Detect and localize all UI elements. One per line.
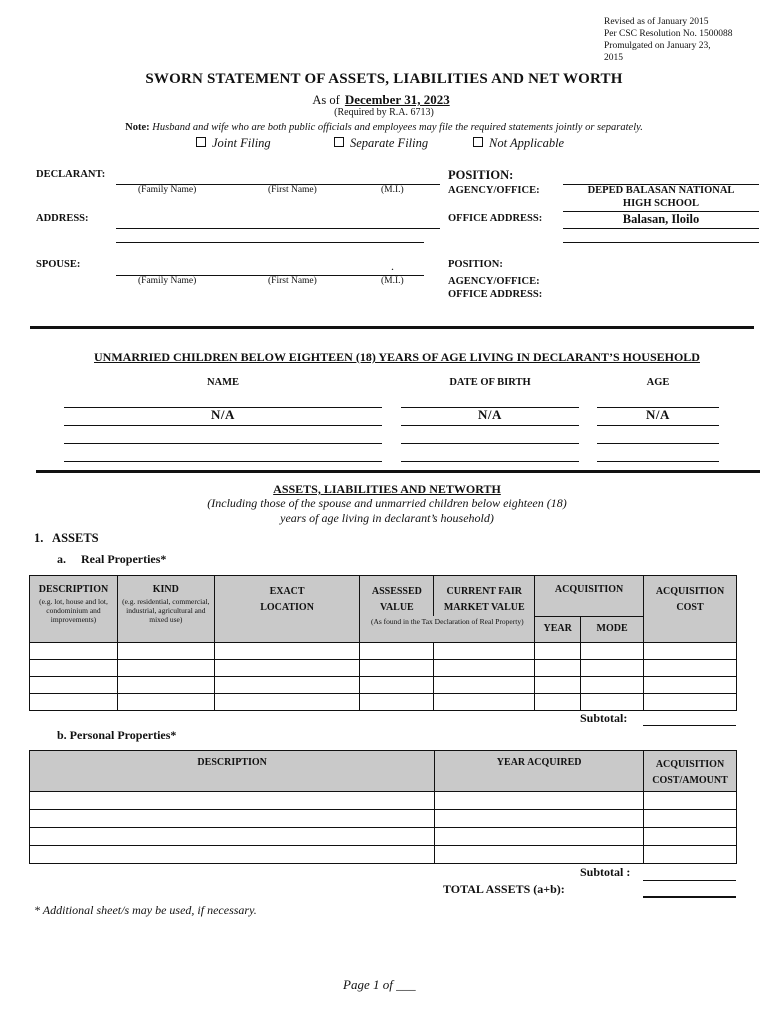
address-line-1[interactable] <box>116 228 440 229</box>
personal-subtotal-label: Subtotal : <box>580 865 631 879</box>
table-row[interactable] <box>30 810 737 828</box>
rp-acq-cost-label-1: ACQUISITION <box>655 586 725 597</box>
additional-sheets-note: * Additional sheet/s may be used, if necessary. <box>34 903 257 917</box>
rp-market-value-label: MARKET VALUE <box>443 602 525 613</box>
position-label: POSITION: <box>448 168 514 182</box>
rp-mode-header: MODE <box>581 616 644 642</box>
office-address-line-2[interactable] <box>563 242 759 243</box>
spouse-dot: . <box>391 259 394 273</box>
section-divider <box>30 326 754 329</box>
rp-kind-label: KIND <box>152 584 179 595</box>
aln-subtitle-1: (Including those of the spouse and unmarried children below eighteen (18) <box>207 496 567 510</box>
real-properties-table <box>29 575 737 711</box>
rp-current-fair-label: CURRENT FAIR <box>446 586 522 597</box>
rp-acquisition-header: ACQUISITION <box>535 576 644 617</box>
table-row[interactable] <box>30 792 737 810</box>
address-label: ADDRESS: <box>36 213 89 224</box>
child-age-line-4[interactable] <box>597 461 719 462</box>
aln-subtitle-2: years of age living in declarant’s household) <box>280 511 494 525</box>
revision-note <box>604 16 754 64</box>
as-of-line <box>0 92 768 108</box>
rp-location-header <box>214 576 360 643</box>
agency-value-1: DEPED BALASAN NATIONAL <box>587 185 735 196</box>
child-age-line-2[interactable] <box>597 425 719 426</box>
rp-exact-label: EXACT <box>269 586 305 597</box>
total-assets-line[interactable] <box>643 896 736 898</box>
agency-value-2: HIGH SCHOOL <box>622 198 700 209</box>
filing-note: Note: Husband and wife who are both public officials and employees may file the required statements jointly or separately. <box>125 122 643 133</box>
note-label: Note <box>125 122 147 133</box>
rp-description-sub: (e.g. lot, house and lot, condominium and improvements) <box>39 597 108 624</box>
office-address-value: Balasan, Iloilo <box>622 212 700 226</box>
child-dob-line-4[interactable] <box>401 461 579 462</box>
as-of-label: As of <box>312 93 340 107</box>
spouse-family-name-caption: (Family Name) <box>138 276 197 286</box>
revision-line-2: Per CSC Resolution No. 1500088 <box>604 29 733 39</box>
rp-year-header: YEAR <box>535 616 581 642</box>
child-name-value: N/A <box>211 407 235 422</box>
child-dob-value: N/A <box>478 407 502 422</box>
declarant-label: DECLARANT: <box>36 169 106 180</box>
pp-year-acquired-header: YEAR ACQUIRED <box>435 751 644 792</box>
pp-acq-cost-label-2: COST/AMOUNT <box>652 775 728 786</box>
children-section-title: UNMARRIED CHILDREN BELOW EIGHTEEN (18) YEARS OF AGE LIVING IN DECLARANT’S HOUSEHOLD <box>94 350 700 364</box>
child-name-line-4[interactable] <box>64 461 382 462</box>
table-row[interactable] <box>30 693 737 710</box>
revision-line-1: Revised as of January 2015 <box>604 17 709 27</box>
child-name-line-3[interactable] <box>64 443 382 444</box>
real-subtotal-line[interactable] <box>643 725 736 726</box>
rp-acq-cost-label-2: COST <box>676 602 704 613</box>
pp-acq-cost-label-1: ACQUISITION <box>655 759 725 770</box>
rp-value-label: VALUE <box>380 602 414 613</box>
spouse-label: SPOUSE: <box>36 259 81 270</box>
rp-description-header <box>30 576 118 643</box>
required-by: (Required by R.A. 6713) <box>334 107 434 118</box>
declarant-mi-caption: (M.I.) <box>381 185 404 195</box>
real-properties-label: a. Real Properties* <box>57 552 167 566</box>
as-of-date: December 31, 2023 <box>344 92 450 107</box>
rp-acq-cost-header <box>644 576 737 643</box>
children-name-header: NAME <box>206 377 240 388</box>
rp-kind-sub: (e.g. residential, commercial, industrial, agricultural and mixed use) <box>122 597 210 624</box>
checkbox-icon <box>196 137 206 147</box>
joint-filing-checkbox[interactable] <box>196 136 271 151</box>
child-name-line-2[interactable] <box>64 425 382 426</box>
child-age-value: N/A <box>646 407 670 422</box>
children-dob-header: DATE OF BIRTH <box>449 377 531 388</box>
personal-properties-table <box>29 750 737 864</box>
rp-tax-note-text: (As found in the Tax Declaration of Real Property) <box>370 617 524 626</box>
spouse-office-address-label: OFFICE ADDRESS: <box>448 289 543 300</box>
address-line-2[interactable] <box>116 242 424 243</box>
aln-title: ASSETS, LIABILITIES AND NETWORTH <box>273 482 501 496</box>
spouse-first-name-caption: (First Name) <box>268 276 317 286</box>
rp-assessed-label: ASSESSED <box>371 586 422 597</box>
revision-line-4: 2015 <box>604 53 623 63</box>
rp-location-label: LOCATION <box>260 602 314 613</box>
agency-office-label: AGENCY/OFFICE: <box>448 185 540 196</box>
pp-acq-cost-header <box>644 751 737 792</box>
declarant-first-name-caption: (First Name) <box>268 185 317 195</box>
revision-line-3: Promulgated on January 23, <box>604 41 711 51</box>
rp-assessed-header <box>360 576 434 617</box>
separate-filing-label: Separate Filing <box>350 136 429 150</box>
joint-filing-label: Joint Filing <box>212 136 271 150</box>
total-assets-label: TOTAL ASSETS (a+b): <box>443 882 565 896</box>
not-applicable-checkbox[interactable] <box>473 136 564 151</box>
checkbox-icon <box>473 137 483 147</box>
spouse-agency-label: AGENCY/OFFICE: <box>448 276 540 287</box>
child-age-line-3[interactable] <box>597 443 719 444</box>
section-divider-2 <box>36 470 760 473</box>
spouse-mi-caption: (M.I.) <box>381 276 404 286</box>
table-row[interactable] <box>30 659 737 676</box>
children-age-header: AGE <box>646 377 670 388</box>
table-row[interactable] <box>30 828 737 846</box>
rp-description-label: DESCRIPTION <box>38 584 109 595</box>
personal-subtotal-line[interactable] <box>643 880 736 881</box>
page-number: Page 1 of ___ <box>343 977 416 992</box>
checkbox-icon <box>334 137 344 147</box>
spouse-position-label: POSITION: <box>448 259 503 270</box>
office-address-label: OFFICE ADDRESS: <box>448 213 543 224</box>
child-dob-line-2[interactable] <box>401 425 579 426</box>
table-row[interactable] <box>30 676 737 693</box>
assets-label: 1. ASSETS <box>34 531 99 545</box>
office-address-line-1[interactable] <box>563 228 759 229</box>
real-subtotal-label: Subtotal: <box>580 711 628 725</box>
rp-kind-header <box>117 576 214 643</box>
rp-tax-note <box>360 616 535 642</box>
separate-filing-checkbox[interactable] <box>334 136 428 151</box>
note-text: Husband and wife who are both public officials and employees may file the required statements jointly or separately. <box>152 122 643 133</box>
personal-properties-label: b. Personal Properties* <box>57 728 177 742</box>
pp-description-header: DESCRIPTION <box>30 751 435 792</box>
declarant-family-name-caption: (Family Name) <box>138 185 197 195</box>
not-applicable-label: Not Applicable <box>489 136 565 150</box>
rp-market-header <box>434 576 535 617</box>
form-title: SWORN STATEMENT OF ASSETS, LIABILITIES AND NET WORTH <box>145 71 623 87</box>
child-dob-line-3[interactable] <box>401 443 579 444</box>
table-row[interactable] <box>30 846 737 864</box>
table-row[interactable] <box>30 642 737 659</box>
